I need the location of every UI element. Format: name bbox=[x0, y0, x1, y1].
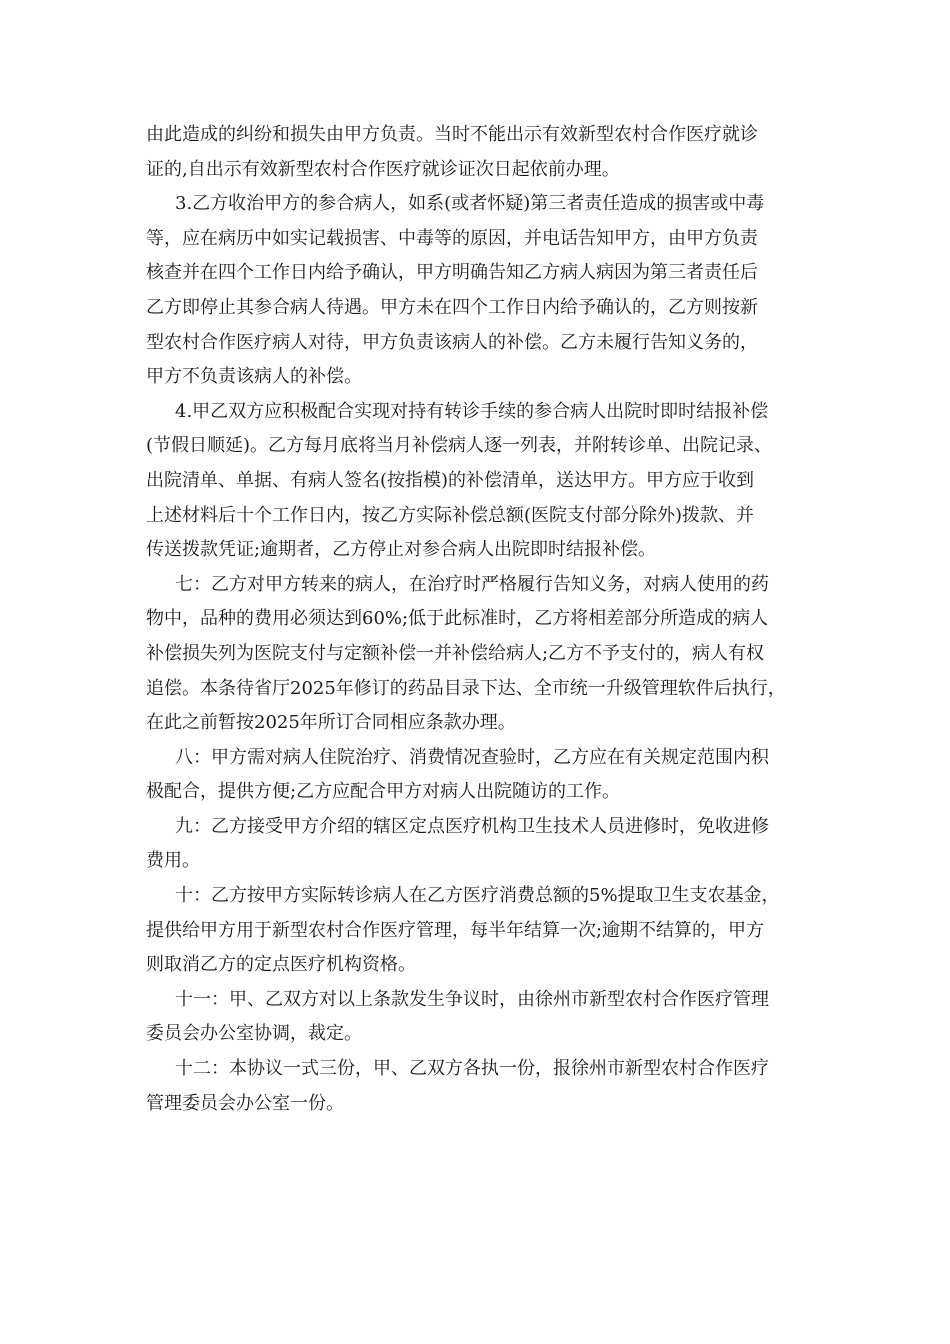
text-line: 十：乙方按甲方实际转诊病人在乙方医疗消费总额的5%提取卫生支农基金， bbox=[175, 885, 780, 907]
text-line: 委员会办公室协调，裁定。 bbox=[146, 1023, 362, 1045]
text-line: 管理委员会办公室一份。 bbox=[146, 1092, 344, 1114]
text-line: 十二：本协议一式三份，甲、乙双方各执一份，报徐州市新型农村合作医疗 bbox=[175, 1058, 769, 1080]
text-line: 七：乙方对甲方转来的病人，在治疗时严格履行告知义务，对病人使用的药 bbox=[175, 573, 769, 595]
text-line: 等，应在病历中如实记载损害、中毒等的原因，并电话告知甲方，由甲方负责 bbox=[146, 227, 758, 249]
text-line: 九：乙方接受甲方介绍的辖区定点医疗机构卫生技术人员进修时，免收进修 bbox=[175, 815, 769, 837]
text-line: 型农村合作医疗病人对待，甲方负责该病人的补偿。乙方未履行告知义务的， bbox=[146, 331, 758, 353]
text-line: 证的,自出示有效新型农村合作医疗就诊证次日起依前办理。 bbox=[146, 158, 620, 180]
text-line: 传送拨款凭证;逾期者，乙方停止对参合病人出院即时结报补偿。 bbox=[146, 539, 657, 561]
text-line: 提供给甲方用于新型农村合作医疗管理，每半年结算一次;逾期不结算的，甲方 bbox=[146, 919, 765, 941]
text-line: 4.甲乙双方应积极配合实现对持有转诊手续的参合病人出院时即时结报补偿 bbox=[175, 400, 769, 422]
text-line: 极配合，提供方便;乙方应配合甲方对病人出院随访的工作。 bbox=[146, 781, 621, 803]
text-line: 则取消乙方的定点医疗机构资格。 bbox=[146, 954, 416, 976]
text-line: (节假日顺延)。乙方每月底将当月补偿病人逐一列表，并附转诊单、出院记录、 bbox=[146, 435, 773, 457]
text-line: 核查并在四个工作日内给予确认，甲方明确告知乙方病人病因为第三者责任后 bbox=[146, 262, 758, 284]
text-line: 3.乙方收治甲方的参合病人，如系(或者怀疑)第三者责任造成的损害或中毒 bbox=[175, 193, 765, 215]
text-line: 上述材料后十个工作日内，按乙方实际补偿总额(医院支付部分除外)拨款、并 bbox=[146, 504, 755, 526]
text-line: 甲方不负责该病人的补偿。 bbox=[146, 366, 362, 388]
text-line: 费用。 bbox=[146, 850, 200, 872]
document-body bbox=[146, 118, 810, 1121]
text-line: 追偿。本条待省厅2025年修订的药品目录下达、全市统一升级管理软件后执行， bbox=[146, 677, 786, 699]
text-line: 八：甲方需对病人住院治疗、消费情况查验时，乙方应在有关规定范围内积 bbox=[175, 746, 769, 768]
text-line: 出院清单、单据、有病人签名(按指模)的补偿清单，送达甲方。甲方应于收到 bbox=[146, 469, 755, 491]
text-line: 由此造成的纠纷和损失由甲方负责。当时不能出示有效新型农村合作医疗就诊 bbox=[146, 124, 758, 145]
text-line: 补偿损失列为医院支付与定额补偿一并补偿给病人;乙方不予支付的，病人有权 bbox=[146, 642, 765, 664]
text-line: 在此之前暂按2025年所订合同相应条款办理。 bbox=[146, 712, 516, 734]
text-line: 乙方即停止其参合病人待遇。甲方未在四个工作日内给予确认的，乙方则按新 bbox=[146, 296, 758, 318]
text-line: 物中，品种的费用必须达到60%;低于此标准时，乙方将相差部分所造成的病人 bbox=[146, 608, 769, 630]
text-line: 十一：甲、乙双方对以上条款发生争议时，由徐州市新型农村合作医疗管理 bbox=[175, 988, 769, 1010]
